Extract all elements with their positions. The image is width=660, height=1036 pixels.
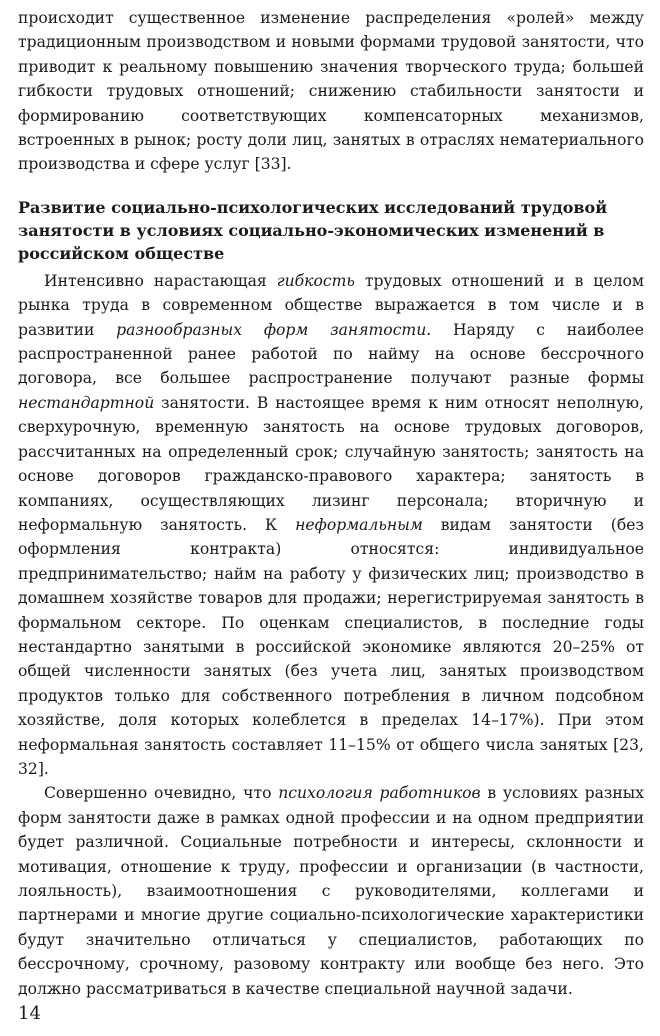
intro-paragraph: происходит существенное изменение распределения «ролей» между традиционным производством и новыми формами трудовой занятости, что приводит к реальному повышению значения творческого труда; большей гибкости трудовых отношений; снижению стабильности занятости и формированию соответствующих компенсаторных механизмов, встроенных в рынок; росту доли лиц, занятых в отраслях нематериального производства и сфере услуг [33]. — [18, 9, 644, 174]
emphasis-worker-psychology: психология работников — [278, 784, 481, 803]
section-heading: Развитие социально-психологических исследований трудовой занятости в условиях социально-экономических изменений в российском обществе — [18, 197, 608, 263]
paragraph-employment-forms — [18, 269, 644, 782]
emphasis-informal: неформальным — [295, 515, 423, 534]
page-number: 14 — [18, 1003, 41, 1024]
emphasis-flexibility: гибкость — [276, 271, 355, 290]
emphasis-diverse-forms: разнообразных форм занятости. — [116, 320, 432, 339]
book-page — [18, 6, 644, 1001]
text-run: трудовых отношений и в целом рынка труда в современном обществе выражается в том числе и в развитии — [18, 271, 644, 339]
text-run: Совершенно очевидно, что — [44, 784, 279, 803]
text-run: занятости. В настоящее время к ним относят неполную, сверхурочную, временную занятость на основе трудовых договоров, рассчитанных на определенный срок; случайную занятость; занятость на основе договоров гражданско-правового характера; занятость в компаниях, осуществляющих лизинг персонала; вторичную и неформальную занятость. К — [18, 393, 644, 534]
text-run: Интенсивно нарастающая — [44, 271, 277, 290]
text-run: Наряду с наиболее распространенной ранее работой по найму на основе бессрочного договора, все большее распространение получают разные формы — [18, 320, 644, 388]
text-run: в условиях разных форм занятости даже в рамках одной профессии и на одном предприятии будет различной. Социальные потребности и интересы, склонности и мотивация, отношение к труду, профессии и организации (в частности, лояльность), взаимоотношения с руководителями, коллегами и партнерами и многие другие социально-психологические характеристики будут значительно отличаться у специалистов, работающих по бессрочному, срочному, разовому контракту или вообще без него. Это должно рассматриваться в качестве специальной научной задачи. — [18, 784, 644, 998]
text-run: видам занятости (без оформления контракта) относятся: индивидуальное предпринимательство; найм на работу у физических лиц; производство в домашнем хозяйстве товаров для продажи; нерегистрируемая занятость в формальном секторе. По оценкам специалистов, в последние годы нестандартно занятыми в российской экономике являются 20–25% от общей численности занятых (без учета лиц, занятых производством продуктов только для собственного потребления в личном подсобном хозяйстве, доля которых колеблется в пределах 14–17%). При этом неформальная занятость составляет 11–15% от общего числа занятых [23, 32]. — [18, 515, 644, 778]
emphasis-nonstandard: нестандартной — [18, 393, 155, 412]
paragraph-worker-psychology — [18, 781, 644, 1001]
